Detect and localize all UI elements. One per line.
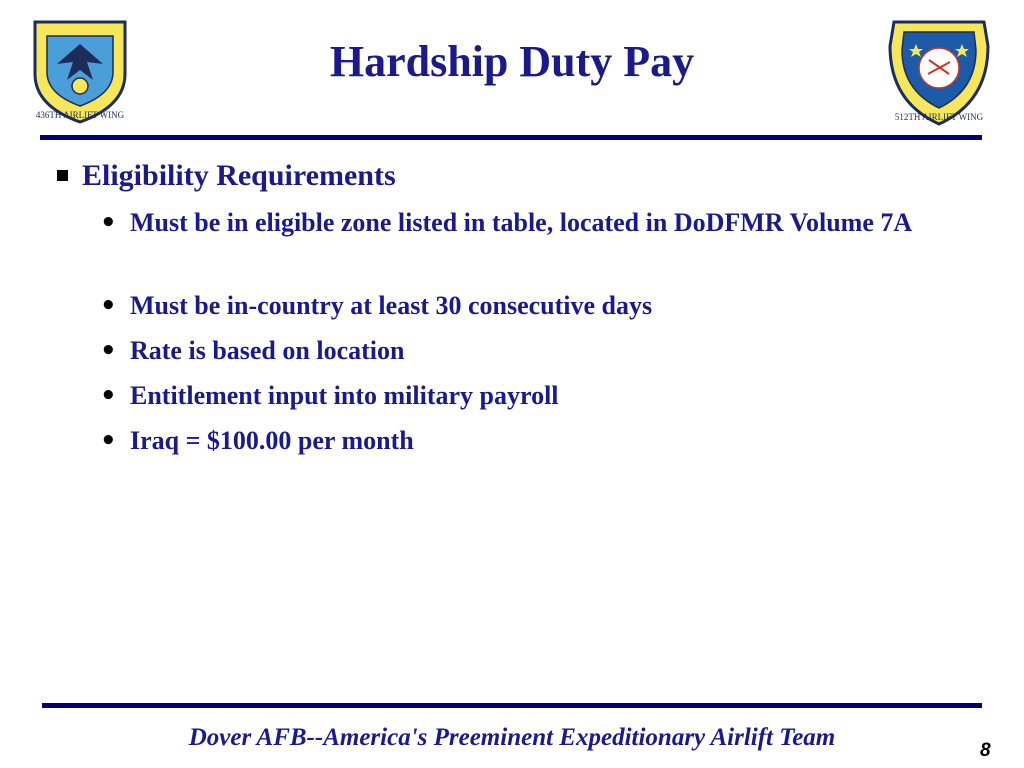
left-emblem-text: 436TH AIRLIFT WING (35, 110, 125, 120)
header-divider (40, 135, 982, 140)
footer-divider (42, 703, 982, 708)
footer-tagline: Dover AFB--America's Preeminent Expeditionary Airlift Team (188, 724, 836, 751)
bullet-item (100, 422, 950, 460)
bullet-dot-icon: • (100, 291, 117, 321)
bullet-text: Must be in eligible zone listed in table, located in DoDFMR Volume 7A (130, 208, 913, 237)
page-number: 8 (980, 740, 991, 761)
bullet-dot-icon: • (100, 381, 117, 411)
eligibility-heading-text: Eligibility Requirements (82, 159, 396, 192)
bullet-item (100, 377, 950, 415)
bullet-item (100, 287, 950, 325)
512th-airlift-wing-emblem-icon (884, 16, 994, 128)
bullet-text: Must be in-country at least 30 consecutive days (130, 291, 653, 320)
slide-title: Hardship Duty Pay (329, 37, 695, 86)
bullet-text: Iraq = $100.00 per month (130, 426, 414, 455)
bullet-text: Entitlement input into military payroll (130, 381, 559, 410)
eligibility-heading (57, 159, 396, 192)
square-bullet-icon (57, 170, 68, 181)
bullet-item (100, 204, 950, 242)
bullet-item (100, 332, 950, 370)
bullet-dot-icon: • (100, 336, 117, 366)
right-emblem-text: 512TH AIRLIFT WING (894, 112, 984, 122)
bullet-text: Rate is based on location (130, 336, 405, 365)
bullet-dot-icon: • (100, 208, 117, 238)
bullet-dot-icon: • (100, 426, 117, 456)
